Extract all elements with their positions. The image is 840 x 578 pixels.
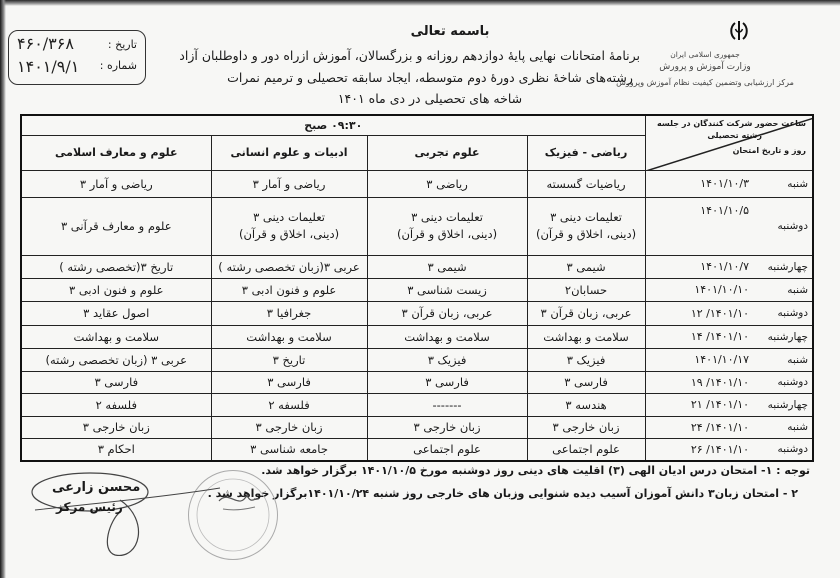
subject-cell: سلامت و بهداشت — [527, 325, 645, 348]
subject-cell: سلامت و بهداشت — [367, 325, 527, 348]
table-row — [21, 197, 813, 255]
table-row — [21, 325, 813, 348]
subject-cell: فارسی ۳ — [211, 371, 367, 393]
subject-cell — [211, 197, 367, 255]
exam-day: چهارشنبه — [759, 325, 813, 348]
date-value: ۱۴۰۱/۹/۱ — [17, 57, 80, 76]
exam-date: ۱۴۰۱/۱۰/۷ — [645, 255, 759, 278]
subject-cell: عربی ۳ (زبان تخصصی رشته) — [21, 348, 211, 371]
subject-cell: زبان خارجی ۳ — [21, 416, 211, 438]
subject-cell: علوم اجتماعی — [527, 438, 645, 461]
scan-edge — [0, 0, 840, 6]
column-header-math-physics: ریاضی - فیزیک — [527, 135, 645, 170]
subject-cell: علوم و معارف قرآنی ۳ — [21, 197, 211, 255]
subject-cell: جامعه شناسی ۳ — [211, 438, 367, 461]
exam-date: ۱۴۰۱/۱۰/ ۱۲ — [645, 301, 759, 325]
table-row — [21, 278, 813, 301]
title-line-1: برنامهٔ امتحانات نهایی پایهٔ دوازدهم روزانه و بزرگسالان، آموزش ازراه دور و داوطلبان آزاد — [179, 48, 640, 63]
exam-date: ۱۴۰۱/۱۰/ ۲۴ — [645, 416, 759, 438]
subject-cell: زبان خارجی ۳ — [211, 416, 367, 438]
signatory-role: رئیس مرکز — [56, 500, 123, 514]
table-row — [21, 170, 813, 197]
subject-cell: سلامت و بهداشت — [211, 325, 367, 348]
note-1: توجه : ۱- امتحان درس ادیان الهی (۳) اقلیت های دینی روز دوشنبه مورخ ۱۴۰۱/۱۰/۵ برگزار خواهد شد. — [261, 464, 810, 477]
bismillah: باسمه تعالی — [410, 24, 490, 39]
subject-cell — [367, 197, 527, 255]
exam-date: ۱۴۰۱/۱۰/۳ — [645, 170, 759, 197]
scan-edge — [0, 0, 6, 578]
subject-cell: جغرافیا ۳ — [211, 301, 367, 325]
session-time: ۰۹:۳۰ صبح — [21, 115, 645, 135]
table-row — [21, 416, 813, 438]
exam-date: ۱۴۰۱/۱۰/۱۰ — [645, 278, 759, 301]
table-row — [21, 255, 813, 278]
subject-cell: حسابان۲ — [527, 278, 645, 301]
subject-cell: سلامت و بهداشت — [21, 325, 211, 348]
date-label: تاریخ : — [107, 38, 137, 51]
table-row — [21, 393, 813, 416]
corner-attendance-label: ساعت حضور شرکت کنندگان در جلسه — [657, 119, 807, 128]
number-label: شماره : — [99, 59, 137, 72]
subject-cell: شیمی ۳ — [527, 255, 645, 278]
column-header-experimental-sciences: علوم تجربی — [367, 135, 527, 170]
exam-date: ۱۴۰۱/۱۰/۱۷ — [645, 348, 759, 371]
subject-cell: فیزیک ۳ — [367, 348, 527, 371]
note-2: ۲ - امتحان زبان۳ دانش آموزان آسیب دیده شنوایی وزبان های خارجی روز شنبه ۱۴۰۱/۱۰/۲۴برگزار خواهد شد . — [207, 487, 798, 500]
subject-cell: عربی، زبان قرآن ۳ — [367, 301, 527, 325]
number-value: ۴۶۰/۳۶۸ — [17, 34, 74, 53]
exam-date: ۱۴۰۱/۱۰/ ۲۶ — [645, 438, 759, 461]
subject-cell: تاریخ ۳ — [211, 348, 367, 371]
ministry-line-2: وزارت آموزش و پرورش — [659, 62, 751, 72]
subject-detail: (دینی، اخلاق و قرآن) — [238, 227, 340, 241]
subject-cell: علوم اجتماعی — [367, 438, 527, 461]
signatory-name: محسن زارعی — [52, 480, 141, 495]
column-header-islamic-studies: علوم و معارف اسلامی — [21, 135, 211, 170]
subject-cell: شیمی ۳ — [367, 255, 527, 278]
subject-cell: احکام ۳ — [21, 438, 211, 461]
table-row — [21, 371, 813, 393]
ministry-line-3: مرکز ارزشیابی وتضمین کیفیت نظام آموزش وپرورش — [616, 78, 794, 87]
subject-detail: (دینی، اخلاق و قرآن) — [396, 227, 498, 241]
exam-day: شنبه — [759, 416, 813, 438]
title-line-3: شاخه های تحصیلی در دی ماه ۱۴۰۱ — [337, 91, 523, 106]
exam-day: شنبه — [759, 170, 813, 197]
table-row — [21, 438, 813, 461]
subject-cell: فارسی ۳ — [367, 371, 527, 393]
table-row — [21, 348, 813, 371]
subject-cell: عربی ۳(زبان تخصصی رشته ) — [211, 255, 367, 278]
reference-box — [8, 30, 146, 85]
iran-emblem-icon — [729, 20, 749, 42]
subject-cell: فارسی ۳ — [21, 371, 211, 393]
corner-date-label: روز و تاریخ امتحان — [732, 146, 807, 155]
exam-date: ۱۴۰۱/۱۰/ ۱۹ — [645, 371, 759, 393]
exam-day: شنبه — [759, 348, 813, 371]
exam-day: دوشنبه — [759, 301, 813, 325]
subject-detail: (دینی، اخلاق و قرآن) — [535, 227, 637, 241]
exam-day: دوشنبه — [759, 197, 813, 255]
subject-cell: علوم و فنون ادبی ۳ — [21, 278, 211, 301]
exam-day: دوشنبه — [759, 438, 813, 461]
subject-cell: تاریخ ۳(تخصصی رشته ) — [21, 255, 211, 278]
subject-name: تعلیمات دینی ۳ — [550, 210, 622, 224]
subject-name: تعلیمات دینی ۳ — [253, 210, 325, 224]
subject-cell — [527, 197, 645, 255]
subject-cell: ریاضی و آمار ۳ — [211, 170, 367, 197]
subject-cell: زبان خارجی ۳ — [367, 416, 527, 438]
subject-cell: ریاضی ۳ — [367, 170, 527, 197]
exam-schedule-table — [20, 114, 814, 462]
column-header-humanities: ادبیات و علوم انسانی — [211, 135, 367, 170]
subject-cell: ------- — [367, 393, 527, 416]
corner-field-label: رشته تحصیلی — [707, 131, 763, 140]
exam-date: ۱۴۰۱/۱۰/۵ — [645, 197, 759, 255]
table-row — [21, 301, 813, 325]
exam-day: چهارشنبه — [759, 393, 813, 416]
subject-cell: ریاضیات گسسته — [527, 170, 645, 197]
subject-cell: ریاضی و آمار ۳ — [21, 170, 211, 197]
subject-cell: فیزیک ۳ — [527, 348, 645, 371]
subject-cell: فلسفه ۲ — [211, 393, 367, 416]
subject-cell: فلسفه ۲ — [21, 393, 211, 416]
header-corner-cell — [645, 115, 813, 170]
subject-name: تعلیمات دینی ۳ — [411, 210, 483, 224]
ministry-line-1: جمهوری اسلامی ایران — [670, 50, 740, 59]
exam-day: دوشنبه — [759, 371, 813, 393]
title-line-2: رشته‌های شاخهٔ نظری دورهٔ دوم متوسطه، ایجاد سابقه تحصیلی و ترمیم نمرات — [227, 70, 633, 85]
exam-date: ۱۴۰۱/۱۰/ ۲۱ — [645, 393, 759, 416]
subject-cell: هندسه ۳ — [527, 393, 645, 416]
exam-date: ۱۴۰۱/۱۰/ ۱۴ — [645, 325, 759, 348]
subject-cell: اصول عقاید ۳ — [21, 301, 211, 325]
subject-cell: فارسی ۳ — [527, 371, 645, 393]
exam-day: چهارشنبه — [759, 255, 813, 278]
subject-cell: عربی، زبان قرآن ۳ — [527, 301, 645, 325]
exam-day: شنبه — [759, 278, 813, 301]
subject-cell: علوم و فنون ادبی ۳ — [211, 278, 367, 301]
subject-cell: زبان خارجی ۳ — [527, 416, 645, 438]
subject-cell: زیست شناسی ۳ — [367, 278, 527, 301]
